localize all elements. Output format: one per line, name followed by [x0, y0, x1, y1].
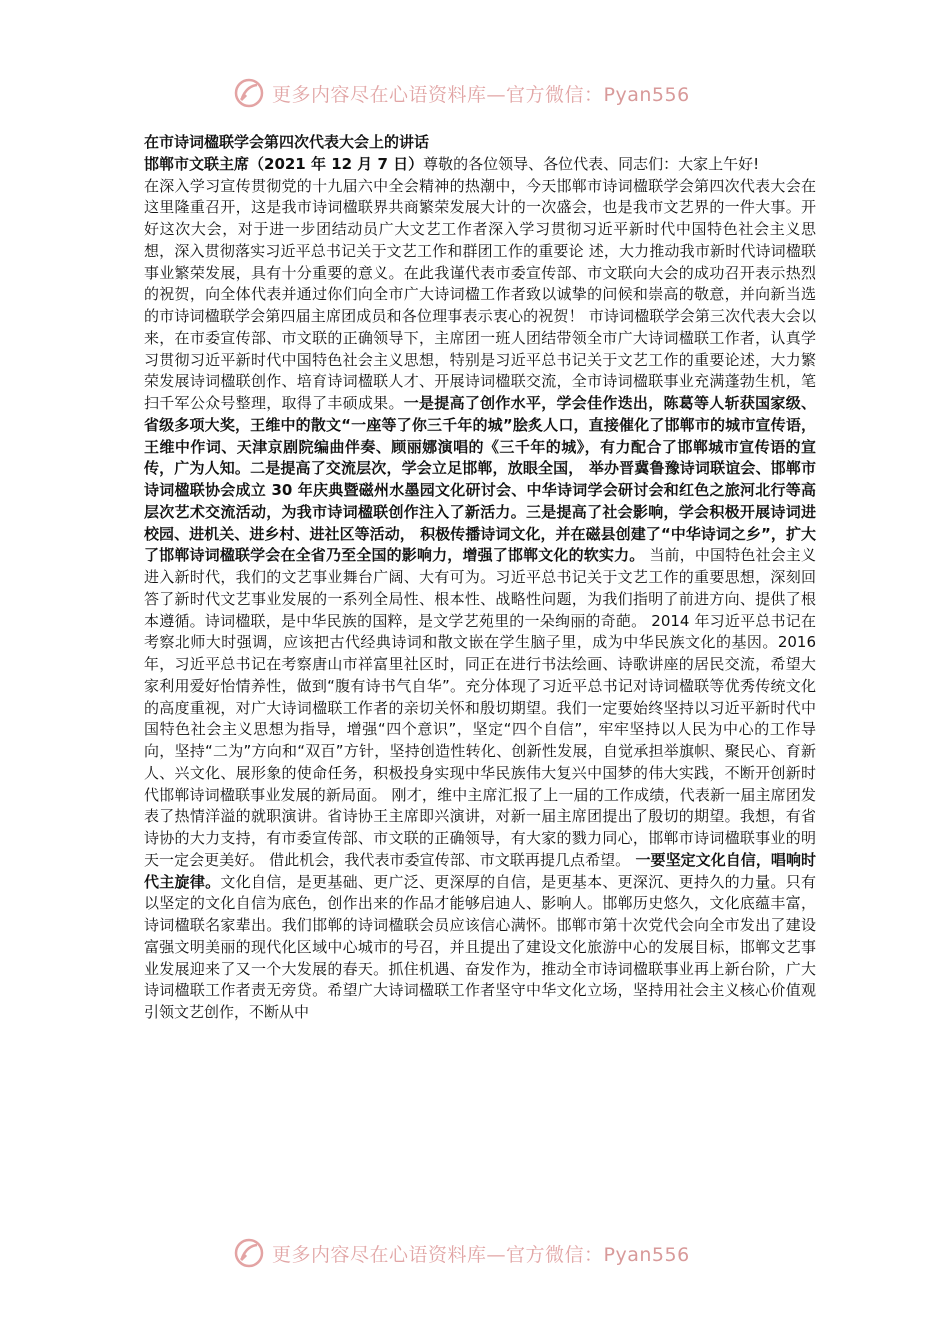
watermark-header [0, 72, 950, 112]
paragraph-text: 文化自信，是更基础、更广泛、更深厚的自信，是更基本、更深沉、更持久的力量。只有以坚定的文化自信为底色，创作出来的作品才能够启迪人、影响人。邯郸历史悠久，文化底蕴丰富，诗词楹联名家辈出。我们邯郸的诗词楹联会员应该信心满怀。邯郸市第十次党代会向全市发出了建设富强文明美丽的现代化区域中心城市的号召，并且提出了建设文化旅游中心的发展目标，邯郸文艺事业发展迎来了又一个大发展的春天。抓住机遇、奋发作为，推动全市诗词楹联事业再上新台阶，广大诗词楹联工作者责无旁贷。希望广大诗词楹联工作者坚守中华文化立场，坚持用社会主义核心价值观引领文艺创作，不断从中 [144, 872, 816, 1021]
watermark-text: 更多内容尽在心语资料库—官方微信：Pyan556 [272, 83, 690, 106]
document-title: 在市诗词楹联学会第四次代表大会上的讲话 [144, 133, 430, 151]
watermark-text: 更多内容尽在心语资料库—官方微信：Pyan556 [272, 1243, 690, 1266]
document-body [144, 132, 816, 1024]
paragraph-bold-text: 一是提高了创作水平，学会佳作迭出，陈葛等人斩获国家级、省级多项大奖，王维中的散文“一座等了你三千年的城”脍炙人口，直接催化了邯郸市的城市宣传语，王维中作词、天津京剧院编曲伴奏、顾丽娜演唱的《三千年的城》，有力配合了邯郸城市宣传语的宣传，广为人知。二是提高了交流层次，学会立足邯郸，放眼全国， 举办晋冀鲁豫诗词联谊会、邯郸市诗词楹联协会成立 30 年庆典暨磁州水墨园文化研讨会、中华诗词学会研讨会和红色之旅河北行等高层次艺术交流活动，为我市诗词楹联创作注入了新活力。三是提高了社会影响，学会积极开展诗词进校园、进机关、进乡村、进社区等活动， 积极传播诗词文化，并在磁县创建了“中华诗词之乡”，扩大了邯郸诗词楹联学会在全省乃至全国的影响力，增强了邯郸文化的软实力。 [144, 394, 816, 565]
watermark-wechat-id: Pyan556 [603, 1243, 690, 1266]
watermark-footer [0, 1232, 950, 1272]
document-paragraph [144, 154, 816, 1024]
document-byline: 邯郸市文联主席（2021 年 12 月 7 日） [144, 154, 424, 173]
paragraph-bold-text: 一要坚定文化自信，唱响时代主旋律。 [144, 850, 816, 891]
brush-logo-icon [232, 1236, 266, 1270]
watermark-wechat-id: Pyan556 [603, 83, 690, 106]
paragraph-text: 当前，中国特色社会主义进入新时代，我们的文艺事业舞台广阔、大有可为。习近平总书记关于文艺工作的重要思想，深刻回答了新时代文艺事业发展的一系列全局性、根本性、战略性问题，为我们指明了前进方向、提供了根本遵循。诗词楹联，是中华民族的国粹，是文学艺苑里的一朵绚丽的奇葩。 2014 年习近平总书记在考察北师大时强调，应该把古代经典诗词和散文嵌在学生脑子里，成为中华民族文化的基因。2016 年，习近平总书记在考察唐山市祥富里社区时，同正在进行书法绘画、诗歌讲座的居民交流，希望大家利用爱好怡情养性，做到“腹有诗书气自华”。充分体现了习近平总书记对诗词楹联等优秀传统文化的高度重视，对广大诗词楹联工作者的亲切关怀和殷切期望。我们一定要始终坚持以习近平新时代中国特色社会主义思想为指导，增强“四个意识”，坚定“四个自信”，牢牢坚持以人民为中心的工作导向，坚持“二为”方向和“双百”方针，坚持创造性转化、创新性发展，自觉承担举旗帜、聚民心、育新人、兴文化、展形象的使命任务，积极投身实现中华民族伟大复兴中国梦的伟大实践，不断开创新时代邯郸诗词楹联事业发展的新局面。 刚才，维中主席汇报了上一届的工作成绩，代表新一届主席团发表了热情洋溢的就职演讲。省诗协王主席即兴演讲，对新一届主席团提出了殷切的期望。我想，有省诗协的大力支持，有市委宣传部、市文联的正确领导，有大家的戮力同心，邯郸市诗词楹联事业的明天一定会更美好。 借此机会，我代表市委宣传部、市文联再提几点希望。 [144, 546, 816, 869]
greeting: 尊敬的各位领导、各位代表、同志们：大家上午好! [423, 154, 760, 173]
paragraph-text: 在深入学习宣传贯彻党的十九届六中全会精神的热潮中，今天邯郸市诗词楹联学会第四次代表大会在这里隆重召开，这是我市诗词楹联界共商繁荣发展大计的一次盛会，也是我市文艺界的一件大事。开好这次大会，对于进一步团结动员广大文艺工作者深入学习贯彻习近平新时代中国特色社会主义思想，深入贯彻落实习近平总书记关于文艺工作和群团工作的重要论 述，大力推动我市新时代诗词楹联事业繁荣发展，具有十分重要的意义。在此我谨代表市委宣传部、市文联向大会的成功召开表示热烈的祝贺，向全体代表并通过你们向全市广大诗词楹工作者致以诚挚的问候和崇高的敬意，并向新当选的市诗词楹联学会第四届主席团成员和各位理事表示衷心的祝贺！ 市诗词楹联学会第三次代表大会以来，在市委宣传部、市文联的正确领导下，主席团一班人团结带领全市广大诗词楹联工作者，认真学习贯彻习近平新时代中国特色社会主义思想，特别是习近平总书记关于文艺工作的重要论述，大力繁荣发展诗词楹联创作、培育诗词楹联人才、开展诗词楹联交流，全市诗词楹联事业充满蓬勃生机，笔扫千军公众号整理，取得了丰硕成果。 [144, 176, 816, 412]
brush-logo-icon [232, 76, 266, 110]
